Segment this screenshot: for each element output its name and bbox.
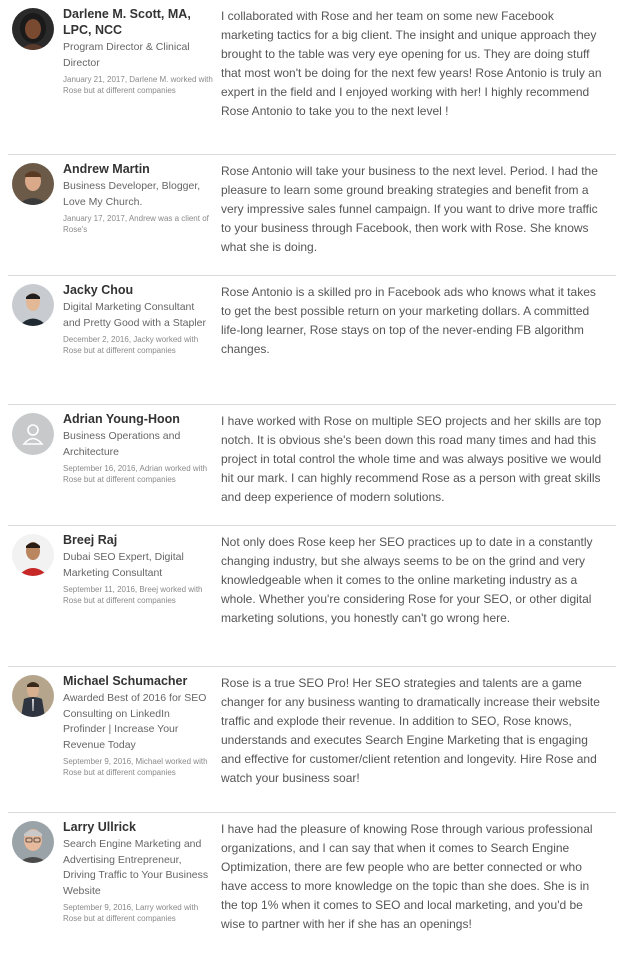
recommendation-item xyxy=(8,526,616,667)
recommender-name[interactable]: Breej Raj xyxy=(63,533,118,547)
avatar[interactable] xyxy=(12,534,54,576)
recommender-info xyxy=(63,532,213,606)
avatar[interactable] xyxy=(12,675,54,717)
recommendation-meta: January 17, 2017, Andrew was a client of Rose's xyxy=(63,214,209,234)
recommender-name[interactable]: Darlene M. Scott, MA, LPC, NCC xyxy=(63,7,191,37)
recommendation-meta: September 16, 2016, Adrian worked with Rose but at different companies xyxy=(63,464,208,484)
recommender-name[interactable]: Andrew Martin xyxy=(63,162,150,176)
recommendation-item xyxy=(8,0,616,155)
recommendation-item xyxy=(8,155,616,276)
recommender-headline: Awarded Best of 2016 for SEO Consulting on LinkedIn Profinder | Increase Your Revenue Today xyxy=(63,692,207,751)
recommender-info xyxy=(63,6,213,96)
avatar[interactable] xyxy=(12,284,54,326)
recommendation-text: I have had the pleasure of knowing Rose through various professional organizations, and I can say that when it comes to Search Engine Optimization, there are few people who are better connected or who have access to more knowledge on the topic than she does. She is in the top 1% when it comes to SEO and local marketing, and you'd be wise to partner with her if she has an openings! xyxy=(221,822,593,931)
recommender-info xyxy=(63,161,213,235)
recommender-info xyxy=(63,819,213,924)
recommender-info xyxy=(63,282,213,356)
recommendation-meta: September 9, 2016, Larry worked with Rose but at different companies xyxy=(63,903,199,923)
recommender-headline: Business Developer, Blogger, Love My Church. xyxy=(63,180,201,208)
recommendation-meta: September 9, 2016, Michael worked with Rose but at different companies xyxy=(63,757,208,777)
recommendation-item xyxy=(8,405,616,526)
recommender-headline: Search Engine Marketing and Advertising Entrepreneur, Driving Traffic to Your Business Website xyxy=(63,838,209,897)
recommendation-text: Not only does Rose keep her SEO practices up to date in a constantly changing industry, but she always seems to be on the grind and very knowledgeable when it comes to the online marketing industry as a whole. Whether you're considering Rose for your SEO, or other digital marketing solutions, you honestly can't go wrong here. xyxy=(221,535,593,625)
recommendation-meta: December 2, 2016, Jacky worked with Rose but at different companies xyxy=(63,335,199,355)
recommendation-text: Rose is a true SEO Pro! Her SEO strategies and talents are a game changer for any business wanting to dramatically increase their website traffic and explode their revenue. In addition to SEO, Rose knows, understands and executes Search Engine Marketing that is engaging and effective for customer/client retention and longevity. Hire Rose and watch your business soar! xyxy=(221,676,600,785)
avatar[interactable] xyxy=(12,8,54,50)
recommendation-item xyxy=(8,276,616,405)
recommendation-text: I have worked with Rose on multiple SEO projects and her skills are top notch. It is obvious she's been down this road many times and had this project in total control the whole time and was always positive we would hit our mark. I can highly recommend Rose as a person with great skills and deep experience of modern solutions. xyxy=(221,414,602,504)
recommendation-item xyxy=(8,667,616,813)
recommendations-list xyxy=(8,0,616,974)
recommender-name[interactable]: Larry Ullrick xyxy=(63,820,136,834)
recommender-name[interactable]: Michael Schumacher xyxy=(63,674,188,688)
recommender-name[interactable]: Jacky Chou xyxy=(63,283,134,297)
recommendation-meta: January 21, 2017, Darlene M. worked with Rose but at different companies xyxy=(63,75,213,95)
avatar[interactable] xyxy=(12,413,54,455)
recommendation-text: Rose Antonio is a skilled pro in Facebook ads who knows what it takes to get the best possible return on your marketing dollars. A committed life-long learner, Rose stays on top of the never-ending FB algorithm changes. xyxy=(221,285,596,356)
recommender-info xyxy=(63,411,213,485)
recommendation-text: Rose Antonio will take your business to the next level. Period. I had the pleasure to learn some ground breaking strategies and benefit from a very impressive sales funnel campaign. If you want to drive more traffic to your business through Facebook, then work with Rose. She knows what she is doing. xyxy=(221,164,598,254)
recommender-headline: Program Director & Clinical Director xyxy=(63,41,190,69)
avatar[interactable] xyxy=(12,163,54,205)
avatar[interactable] xyxy=(12,821,54,863)
recommender-info xyxy=(63,673,213,778)
recommender-headline: Digital Marketing Consultant and Pretty Good with a Stapler xyxy=(63,301,206,329)
recommendation-item xyxy=(8,813,616,974)
recommendation-text: I collaborated with Rose and her team on some new Facebook marketing tactics for a big client. The insight and unique approach they brought to the table was very eye opening for us. They are doing stuff that most won't be doing for the next few years! Rose Antonio is truly an expert in the field and I enjoyed working with her! I highly recommend Rose Antonio to take you to the next level ! xyxy=(221,9,602,118)
recommender-name[interactable]: Adrian Young-Hoon xyxy=(63,412,180,426)
recommendation-meta: September 11, 2016, Breej worked with Rose but at different companies xyxy=(63,585,203,605)
recommender-headline: Dubai SEO Expert, Digital Marketing Consultant xyxy=(63,551,184,579)
recommender-headline: Business Operations and Architecture xyxy=(63,430,181,458)
